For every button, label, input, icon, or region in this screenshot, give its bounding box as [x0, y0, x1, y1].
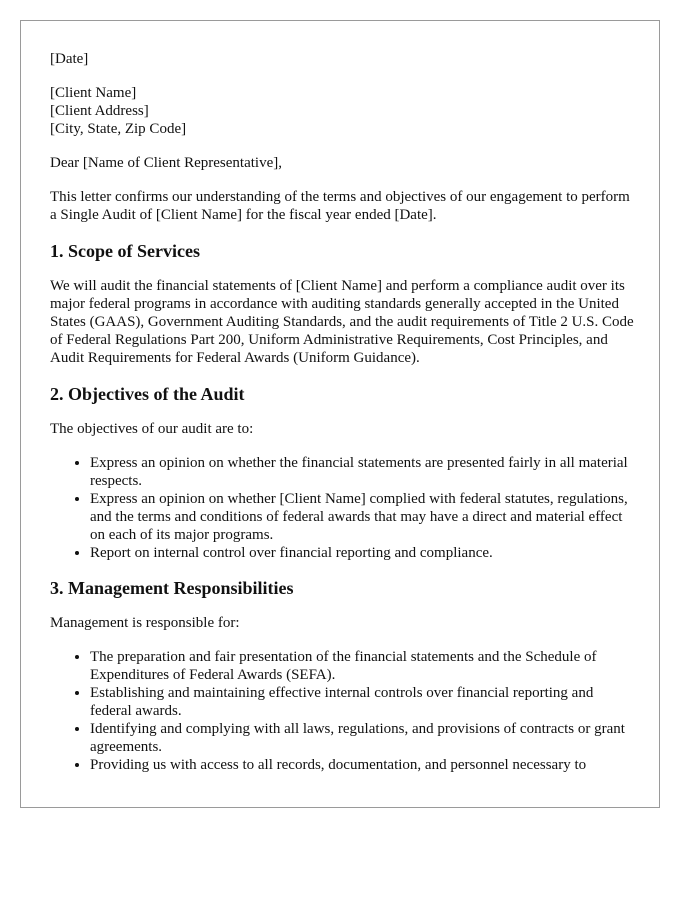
- list-item: • Express an opinion on whether [Client Name] complied with federal statutes, regulations, and the terms and conditions of federal awards that may have a direct and material effect on each of its major programs.: [90, 490, 635, 544]
- section-heading-scope: 1. Scope of Services: [50, 241, 200, 261]
- list-item: • Identifying and complying with all laws, regulations, and provisions of contracts or grant agreements.: [90, 720, 635, 756]
- list-item: • Report on internal control over financial reporting and compliance.: [90, 544, 635, 562]
- salutation: Dear [Name of Client Representative],: [50, 155, 282, 171]
- letter-page: [20, 20, 660, 808]
- list-item: • Express an opinion on whether the financial statements are presented fairly in all material respects.: [90, 454, 635, 490]
- list-item: • The preparation and fair presentation of the financial statements and the Schedule of Expenditures of Federal Awards (SEFA).: [90, 648, 635, 684]
- client-city-state-zip: [City, State, Zip Code]: [50, 121, 187, 137]
- section-body-management: Management is responsible for:: [50, 615, 240, 631]
- section-body-scope: We will audit the financial statements of [Client Name] and perform a compliance audit over its major federal programs in accordance with auditing standards generally accepted in the United States (GAAS), Government Auditing Standards, and the audit requirements of Title 2 U.S. Code of Federal Regulations Part 200, Uniform Administrative Requirements, Cost Principles, and Audit Requirements for Federal Awards (Uniform Guidance).: [50, 278, 634, 366]
- client-address: [Client Address]: [50, 103, 149, 119]
- client-name: [Client Name]: [50, 85, 137, 101]
- client-address-block: [50, 84, 635, 138]
- section-heading-management: 3. Management Responsibilities: [50, 578, 294, 598]
- list-item: • Establishing and maintaining effective internal controls over financial reporting and federal awards.: [90, 684, 635, 720]
- intro-paragraph: This letter confirms our understanding of the terms and objectives of our engagement to perform a Single Audit of [Client Name] for the fiscal year ended [Date].: [50, 189, 630, 223]
- section-heading-objectives: 2. Objectives of the Audit: [50, 384, 245, 404]
- list-item: • Providing us with access to all records, documentation, and personnel necessary to: [90, 756, 635, 774]
- objectives-list: [50, 454, 635, 562]
- management-list: [50, 648, 635, 774]
- letter-date: [Date]: [50, 51, 89, 67]
- letter-content: [50, 50, 635, 789]
- section-body-objectives: The objectives of our audit are to:: [50, 421, 254, 437]
